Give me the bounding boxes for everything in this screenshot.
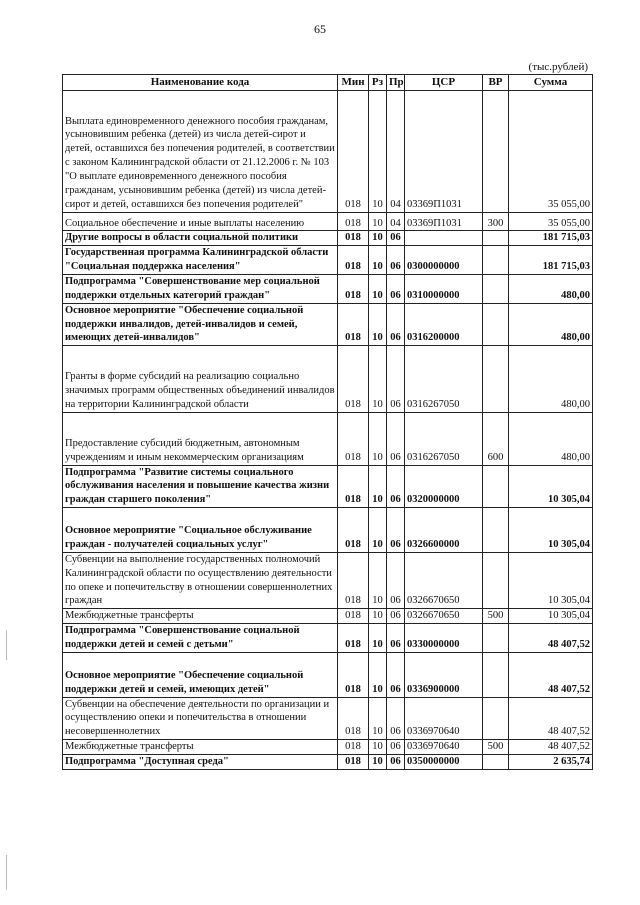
row-name: Основное мероприятие "Обеспечение социальной поддержки инвалидов, детей-инвалидов и семей, имеющих детей-инвалидов": [63, 303, 338, 346]
table-row: [63, 212, 593, 231]
row-csr: 0326670650: [405, 609, 483, 624]
row-vr: [483, 697, 509, 740]
row-pr: 04: [387, 212, 405, 231]
header-name: Наименование кода: [63, 75, 338, 91]
table-row: [63, 346, 593, 413]
row-rz: 10: [369, 755, 387, 770]
row-pr: 04: [387, 90, 405, 212]
row-min: 018: [338, 231, 369, 246]
table-row: [63, 465, 593, 508]
row-pr: 06: [387, 508, 405, 553]
row-min: 018: [338, 508, 369, 553]
row-sum: 181 715,03: [509, 231, 593, 246]
row-rz: 10: [369, 303, 387, 346]
row-vr: [483, 552, 509, 608]
row-sum: 10 305,04: [509, 552, 593, 608]
row-sum: 480,00: [509, 346, 593, 413]
row-name: Подпрограмма "Совершенствование мер социальной поддержки отдельных категорий граждан": [63, 274, 338, 303]
table-row: [63, 303, 593, 346]
table-row: [63, 740, 593, 755]
row-csr: 03369П1031: [405, 90, 483, 212]
row-sum: 48 407,52: [509, 624, 593, 653]
row-min: 018: [338, 624, 369, 653]
row-pr: 06: [387, 755, 405, 770]
row-sum: 480,00: [509, 412, 593, 465]
row-vr: [483, 652, 509, 697]
row-rz: 10: [369, 740, 387, 755]
row-sum: 48 407,52: [509, 652, 593, 697]
row-vr: [483, 755, 509, 770]
row-rz: 10: [369, 274, 387, 303]
row-vr: 300: [483, 212, 509, 231]
row-sum: 35 055,00: [509, 90, 593, 212]
row-rz: 10: [369, 346, 387, 413]
row-rz: 10: [369, 231, 387, 246]
row-csr: 0336970640: [405, 740, 483, 755]
row-vr: [483, 346, 509, 413]
units-label: (тыс.рублей): [528, 61, 588, 73]
row-name: Межбюджетные трансферты: [63, 609, 338, 624]
table-row: [63, 508, 593, 553]
row-rz: 10: [369, 697, 387, 740]
row-name: Основное мероприятие "Социальное обслуживание граждан - получателей социальных услуг": [63, 508, 338, 553]
row-name: Субвенции на выполнение государственных полномочий Калининградской области по осуществлению деятельности по опеке и попечительству в отношении совершеннолетних граждан: [63, 552, 338, 608]
row-min: 018: [338, 412, 369, 465]
row-min: 018: [338, 465, 369, 508]
scan-margin-mark: [6, 855, 7, 890]
row-vr: 500: [483, 740, 509, 755]
row-sum: 480,00: [509, 303, 593, 346]
row-sum: 48 407,52: [509, 740, 593, 755]
table-row: [63, 274, 593, 303]
row-name: Подпрограмма "Совершенствование социальной поддержки детей и семей с детьми": [63, 624, 338, 653]
row-pr: 06: [387, 412, 405, 465]
row-rz: 10: [369, 508, 387, 553]
table-row: [63, 552, 593, 608]
row-rz: 10: [369, 609, 387, 624]
row-name: Субвенции на обеспечение деятельности по организации и осуществлению опеки и попечительства в отношении несовершеннолетних: [63, 697, 338, 740]
row-min: 018: [338, 90, 369, 212]
row-rz: 10: [369, 652, 387, 697]
row-csr: 0310000000: [405, 274, 483, 303]
row-vr: [483, 90, 509, 212]
row-rz: 10: [369, 624, 387, 653]
row-vr: [483, 274, 509, 303]
row-pr: 06: [387, 624, 405, 653]
row-min: 018: [338, 346, 369, 413]
row-csr: 03369П1031: [405, 212, 483, 231]
page-number: 65: [314, 22, 326, 36]
header-pr: Пр: [387, 75, 405, 91]
budget-table: [62, 74, 593, 770]
header-sum: Сумма: [509, 75, 593, 91]
row-csr: 0320000000: [405, 465, 483, 508]
row-min: 018: [338, 740, 369, 755]
row-min: 018: [338, 274, 369, 303]
table-row: [63, 90, 593, 212]
table-header-row: [63, 75, 593, 91]
table-row: [63, 231, 593, 246]
row-min: 018: [338, 609, 369, 624]
table-row: [63, 624, 593, 653]
row-min: 018: [338, 303, 369, 346]
row-pr: 06: [387, 246, 405, 275]
row-csr: 0316200000: [405, 303, 483, 346]
row-name: Основное мероприятие "Обеспечение социальной поддержки детей и семей, имеющих детей": [63, 652, 338, 697]
row-sum: 10 305,04: [509, 508, 593, 553]
row-sum: 181 715,03: [509, 246, 593, 275]
row-rz: 10: [369, 212, 387, 231]
row-csr: 0300000000: [405, 246, 483, 275]
row-name: Социальное обеспечение и иные выплаты населению: [63, 212, 338, 231]
row-csr: 0350000000: [405, 755, 483, 770]
row-name: Выплата единовременного денежного пособия гражданам, усыновившим ребенка (детей) из числа детей-сирот и детей, оставшихся без попечения родителей, в соответствии с законом Калининградской области от 21.12.2006 г. № 103 "О выплате единовременного денежного пособия гражданам, усыновившим ребенка (детей) из числа детей-сирот и детей, оставшихся без попечения родителей": [63, 90, 338, 212]
row-csr: 0330000000: [405, 624, 483, 653]
table-row: [63, 755, 593, 770]
row-rz: 10: [369, 90, 387, 212]
row-pr: 06: [387, 609, 405, 624]
row-name: Другие вопросы в области социальной политики: [63, 231, 338, 246]
row-csr: 0316267050: [405, 346, 483, 413]
header-rz: Рз: [369, 75, 387, 91]
table-row: [63, 652, 593, 697]
row-vr: 600: [483, 412, 509, 465]
row-name: Государственная программа Калининградской области "Социальная поддержка населения": [63, 246, 338, 275]
row-csr: [405, 231, 483, 246]
scan-margin-mark: [6, 630, 7, 660]
table-row: [63, 609, 593, 624]
row-name: Гранты в форме субсидий на реализацию социально значимых программ общественных объединений инвалидов на территории Калининградской области: [63, 346, 338, 413]
row-rz: 10: [369, 246, 387, 275]
row-csr: 0326670650: [405, 552, 483, 608]
row-name: Подпрограмма "Развитие системы социального обслуживания населения и повышение качества жизни граждан старшего поколения": [63, 465, 338, 508]
table-row: [63, 246, 593, 275]
row-sum: 2 635,74: [509, 755, 593, 770]
row-pr: 06: [387, 652, 405, 697]
row-sum: 35 055,00: [509, 212, 593, 231]
row-min: 018: [338, 212, 369, 231]
row-vr: [483, 231, 509, 246]
row-vr: [483, 465, 509, 508]
row-pr: 06: [387, 274, 405, 303]
row-pr: 06: [387, 697, 405, 740]
header-vr: ВР: [483, 75, 509, 91]
row-pr: 06: [387, 346, 405, 413]
row-vr: [483, 303, 509, 346]
row-name: Подпрограмма "Доступная среда": [63, 755, 338, 770]
row-csr: 0336970640: [405, 697, 483, 740]
row-rz: 10: [369, 465, 387, 508]
row-pr: 06: [387, 740, 405, 755]
row-csr: 0316267050: [405, 412, 483, 465]
row-min: 018: [338, 552, 369, 608]
row-vr: [483, 624, 509, 653]
table-row: [63, 697, 593, 740]
row-csr: 0326600000: [405, 508, 483, 553]
row-pr: 06: [387, 231, 405, 246]
row-rz: 10: [369, 412, 387, 465]
row-min: 018: [338, 652, 369, 697]
row-min: 018: [338, 697, 369, 740]
row-name: Предоставление субсидий бюджетным, автономным учреждениям и иным некоммерческим организациям: [63, 412, 338, 465]
row-pr: 06: [387, 303, 405, 346]
row-min: 018: [338, 755, 369, 770]
row-name: Межбюджетные трансферты: [63, 740, 338, 755]
row-pr: 06: [387, 465, 405, 508]
row-vr: 500: [483, 609, 509, 624]
row-pr: 06: [387, 552, 405, 608]
row-rz: 10: [369, 552, 387, 608]
row-sum: 480,00: [509, 274, 593, 303]
row-sum: 10 305,04: [509, 465, 593, 508]
row-sum: 48 407,52: [509, 697, 593, 740]
table-row: [63, 412, 593, 465]
row-sum: 10 305,04: [509, 609, 593, 624]
header-min: Мин: [338, 75, 369, 91]
row-min: 018: [338, 246, 369, 275]
row-vr: [483, 508, 509, 553]
header-csr: ЦСР: [405, 75, 483, 91]
row-csr: 0336900000: [405, 652, 483, 697]
row-vr: [483, 246, 509, 275]
